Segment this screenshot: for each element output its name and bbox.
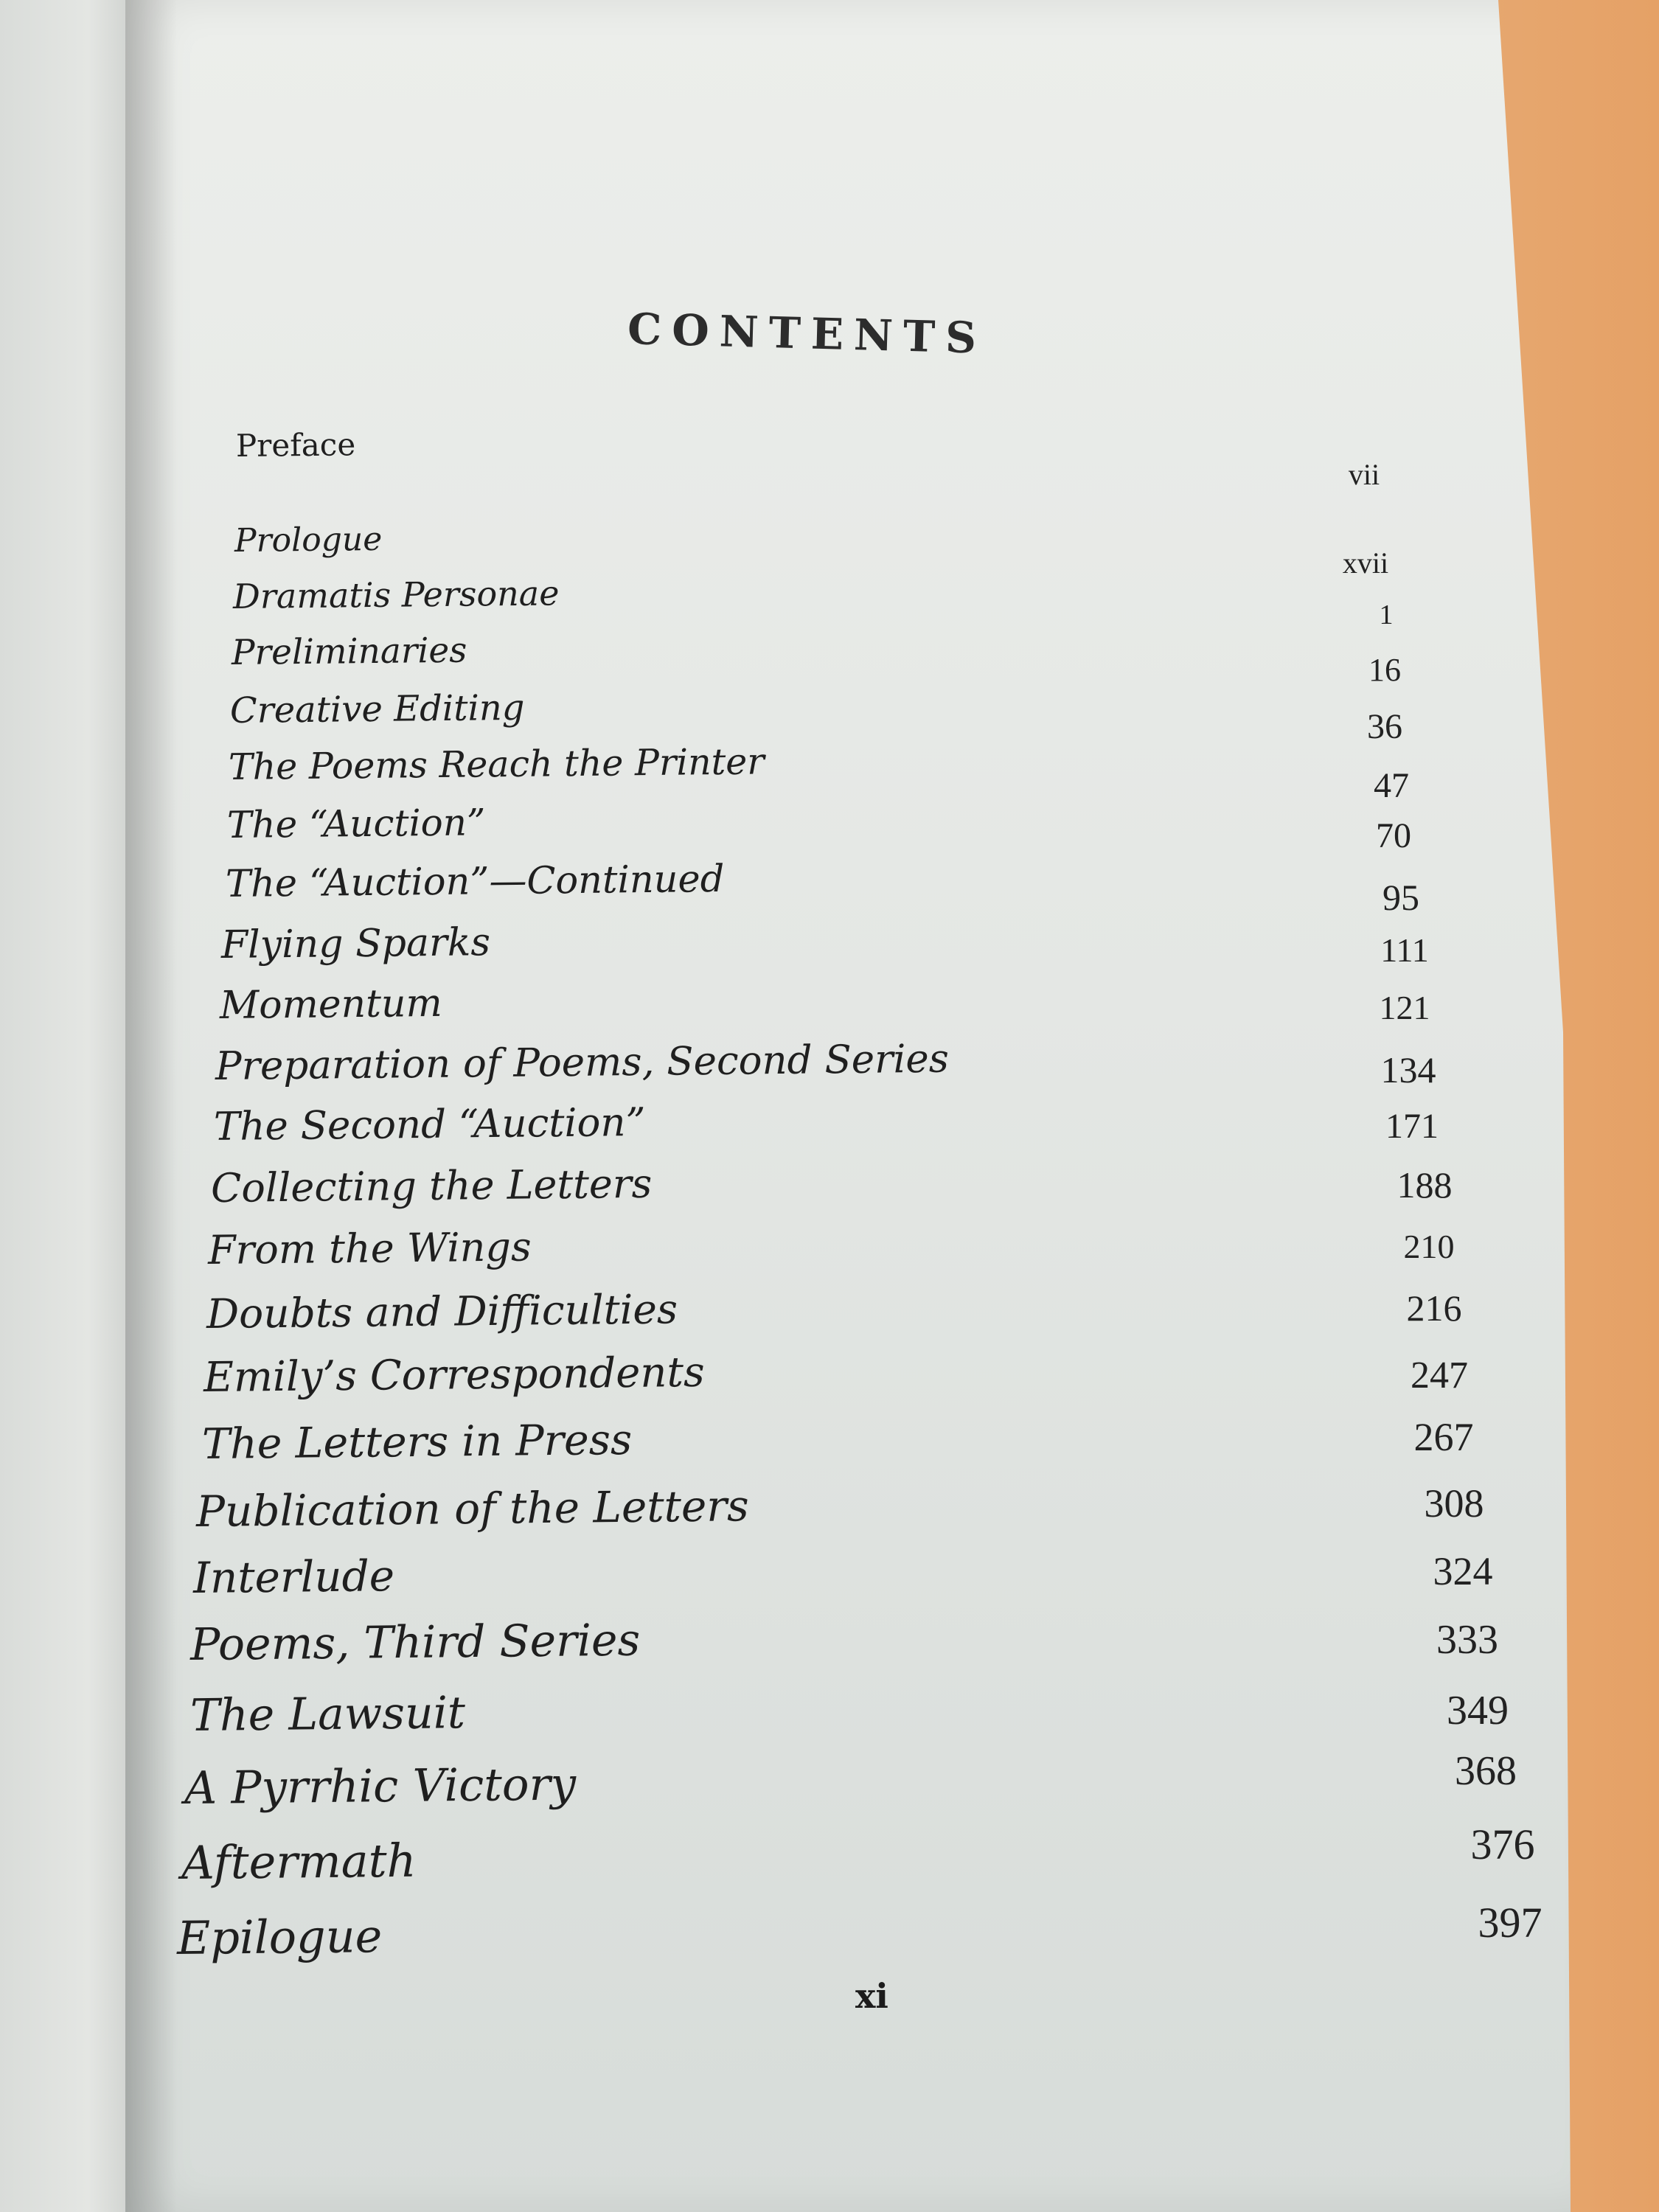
toc-entry-title: Momentum (219, 981, 443, 1028)
toc-entry-title: A Pyrrhic Victory (184, 1758, 577, 1815)
toc-entry-page: 247 (1411, 1354, 1468, 1397)
toc-entry-page: 216 (1406, 1287, 1462, 1329)
toc-entry-page: 267 (1413, 1415, 1474, 1459)
contents-heading: CONTENTS (627, 304, 987, 364)
toc-entry-page: 47 (1374, 766, 1409, 805)
toc-entry-page: 349 (1447, 1688, 1509, 1733)
toc-entry-title: The Second “Auction” (213, 1099, 646, 1150)
toc-entry-page: 111 (1380, 931, 1429, 969)
toc-entry-title: The Poems Reach the Printer (228, 740, 765, 788)
toc-entry-title: Preparation of Poems, Second Series (215, 1036, 950, 1089)
toc-entry-title: Creative Editing (229, 686, 525, 731)
toc-entry-page: 36 (1367, 707, 1402, 746)
toc-entry-page: 210 (1403, 1228, 1455, 1265)
toc-entry-title: Preface (235, 426, 356, 464)
toc-entry-page: 324 (1433, 1549, 1493, 1593)
toc-entry-title: The Lawsuit (189, 1687, 466, 1742)
toc-entry-title: Collecting the Letters (210, 1160, 653, 1211)
toc-entry-title: Epilogue (176, 1909, 383, 1965)
toc-entry-page: 376 (1470, 1820, 1535, 1868)
toc-entry-title: The “Auction” (226, 801, 486, 846)
toc-entry-page: 121 (1379, 989, 1430, 1026)
toc-entry-page: 188 (1397, 1164, 1453, 1206)
toc-entry-page: 397 (1478, 1899, 1543, 1947)
toc-entry-page: xvii (1342, 546, 1389, 580)
toc-entry-title: Emily’s Correspondents (203, 1348, 705, 1402)
toc-entry-title: The Letters in Press (201, 1415, 633, 1469)
toc-entry-page: 308 (1424, 1481, 1484, 1526)
toc-entry-title: Dramatis Personae (232, 573, 560, 616)
toc-entry-page: vii (1348, 458, 1380, 491)
toc-entry-title: Poems, Third Series (189, 1614, 641, 1671)
toc-entry-title: Preliminaries (231, 630, 467, 673)
page-number-folio: xi (855, 1976, 888, 2016)
toc-entry-title: Doubts and Difficulties (206, 1285, 678, 1338)
toc-entry-title: Flying Sparks (220, 920, 491, 967)
toc-entry-title: Prologue (234, 520, 383, 560)
toc-entry-page: 368 (1455, 1748, 1517, 1794)
toc-entry-title: Interlude (192, 1551, 395, 1603)
toc-entry-title: Publication of the Letters (195, 1481, 750, 1537)
toc-entry-page: 16 (1368, 652, 1401, 688)
toc-entry-page: 95 (1382, 877, 1419, 918)
toc-entry-page: 333 (1436, 1617, 1498, 1663)
toc-entry-page: 70 (1376, 816, 1411, 855)
gutter-shadow (125, 0, 177, 2212)
toc-entry-page: 171 (1385, 1107, 1439, 1146)
toc-entry-title: Aftermath (181, 1833, 417, 1890)
toc-entry-title: The “Auction”—Continued (225, 857, 725, 906)
toc-entry-title: From the Wings (207, 1223, 532, 1273)
toc-entry-page: 134 (1380, 1049, 1436, 1091)
toc-entry-page: 1 (1379, 599, 1394, 630)
